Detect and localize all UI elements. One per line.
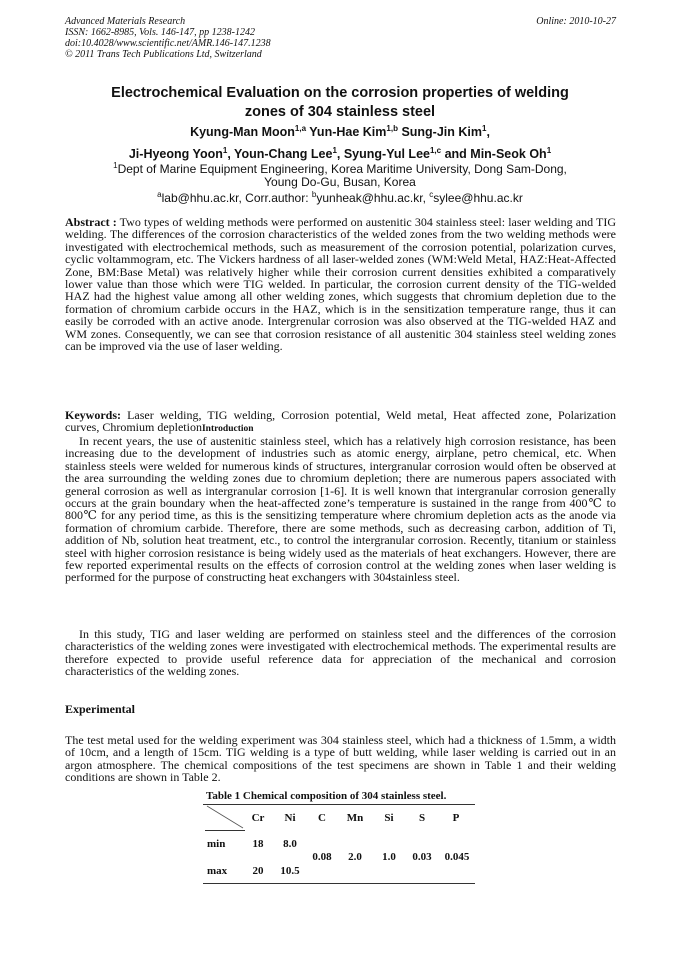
- col-mn: Mn: [346, 812, 364, 824]
- affiliation-sup: 1: [113, 161, 118, 170]
- author-name: Kyung-Man Moon: [190, 125, 295, 139]
- doi-line: doi:10.4028/www.scientific.net/AMR.146-147.1238: [65, 38, 271, 49]
- author-sup: 1: [332, 145, 337, 155]
- title-line-1: Electrochemical Evaluation on the corrosion properties of welding: [111, 85, 569, 101]
- email-c: sylee@hhu.ac.kr: [433, 191, 523, 205]
- author-name: Sung-Jin Kim: [401, 125, 482, 139]
- experimental-paragraph: The test metal used for the welding experiment was 304 stainless steel, which had a thickness of 1.5mm, a width of 10cm, and a length of 15cm. TIG welding is a type of butt welding, while laser welding is carried out in an argon atmosphere. The chemical compositions of the test specimens are shown in Table 1 and their welding conditions are shown in Table 2.: [65, 733, 616, 785]
- author-name: Ji-Hyeong Yoon: [128, 147, 223, 161]
- email-line: [50, 192, 630, 205]
- email-b: yunheak@hhu.ac.kr,: [316, 191, 430, 205]
- cell-c: 0.08: [312, 851, 332, 863]
- row-label-min: min: [207, 838, 226, 850]
- cell-si: 1.0: [382, 851, 396, 863]
- cell-s: 0.03: [412, 851, 432, 863]
- keywords-text: Laser welding, TIG welding, Corrosion potential, Weld metal, Heat affected zone, Polarization curves, Chromium depletion: [65, 408, 616, 435]
- cell-max-cr: 20: [252, 865, 264, 877]
- col-s: S: [418, 812, 426, 824]
- email-sup-c: c: [429, 190, 434, 199]
- online-date: Online: 2010-10-27: [536, 16, 616, 27]
- title-line-2: zones of 304 stainless steel: [244, 104, 436, 120]
- journal-name: Advanced Materials Research: [65, 16, 186, 27]
- author-sup: 1: [482, 123, 487, 133]
- email-sup-a: a: [157, 190, 162, 199]
- col-p: P: [452, 812, 460, 824]
- cell-p: 0.045: [444, 851, 470, 863]
- author-name: Syung-Yul Lee: [343, 147, 430, 161]
- affiliation: [50, 163, 630, 205]
- copyright-line: © 2011 Trans Tech Publications Ltd, Switzerland: [65, 49, 262, 60]
- col-si: Si: [384, 812, 394, 824]
- email-a: lab@hhu.ac.kr, Corr.author:: [161, 191, 312, 205]
- cell-min-ni: 8.0: [283, 838, 297, 850]
- author-sup: 1,c: [429, 145, 442, 155]
- col-ni: Ni: [284, 812, 296, 824]
- authors-line-2: Ji-Hyeong Yoon$^1$, Youn-Chang Lee$^1$, Syung-Yul Lee$^{1,c}$ and Min-Seok Oh$^1$: [128, 145, 552, 161]
- journal-header: [65, 16, 271, 60]
- paper-title: [60, 84, 620, 122]
- author-name: Yun-Hae Kim: [309, 125, 387, 139]
- cell-max-ni: 10.5: [280, 865, 300, 877]
- keywords-label: Keywords:: [65, 408, 121, 422]
- email-sup-b: b: [311, 190, 317, 199]
- author-sup: 1,a: [294, 123, 307, 133]
- author-sup: 1: [546, 145, 552, 155]
- col-c: C: [318, 812, 326, 824]
- keywords: [65, 409, 616, 436]
- issn-line: ISSN: 1662-8985, Vols. 146-147, pp 1238-1242: [65, 27, 255, 38]
- author-name: Youn-Chang Lee: [234, 147, 333, 161]
- cell-mn: 2.0: [348, 851, 362, 863]
- composition-table: [203, 812, 475, 892]
- abstract-text: Two types of welding methods were performed on austenitic 304 stainless steel: laser welding and TIG welding. The differences of the corrosion characteristics of the welded zones from the two welding methods were investigated with electrochemical methods, such as measurement of the corrosion potential, polarization curves, cyclic voltammogram, etc. The Vickers hardness of all laser-welded zones (WM:Weld Metal, HAZ:Heat-Affected Zone, BM:Base Metal) was relatively higher while their corrosion current densities exhibited a comparatively lower value than those which were TIG welded. In particular, the corrosion current density of the TIG-welded HAZ had the highest value among all other welding zones, which suggests that chromium depletion due to the formation of chromium carbide occurs in the HAZ, which is in the sensitization temperature range, thus it can easily be corroded with an active anode. Intergrenular corrosion was also observed at the TIG-welded HAZ and WM zones. Consequently, we can see that corrosion resistance of all austenitic 304 stainless steel welding zones can be improved via the use of laser welding.: [65, 215, 616, 354]
- affiliation-line-2: Young Do-Gu, Busan, Korea: [264, 175, 416, 189]
- intro-paragraph-1: In recent years, the use of austenitic stainless steel, which has a relatively high corrosion resistance, has been increasing due to the development of industries such as atomic energy, airplane, petro chemical, etc. When stainless steels were welded for numerous kinds of structures, intergranular corrosion would often be observed at the area surrounding the welding zones due to chromium depletion; there are numerous papers associated with general corrosion as well as intergranular corrosion [1-6]. It is well known that intergranular corrosion generally occurs at the grain boundary when the heat-affected zone’s temperature is sustained in the range from 400℃ to 800℃ for any period time, as this is the sensitizing temperature where chromium depletion acts as the anode via formation of chromium carbide. Therefore, there are some methods, such as decreasing carbon, addition of Ti, addition of Nb, solution heat treatment, etc., to control the intergranular corrosion. Recently, titanium or stainless steel with higher corrosion resistance is being widely used as the materials of heat exchangers. However, there are few reported experimental results on the effects of corrosion control at the welding zones when laser welding is performed for the purpose of constructing heat exchangers with 304stainless steel.: [65, 434, 616, 585]
- abstract-label: Abstract :: [65, 215, 117, 229]
- row-label-max: max: [207, 865, 228, 877]
- introduction-heading: Introduction: [201, 424, 254, 435]
- abstract: [65, 216, 616, 352]
- cell-min-cr: 18: [252, 838, 264, 850]
- table-bottom-rule: [203, 883, 475, 884]
- author-name: and Min-Seok Oh: [444, 147, 547, 161]
- intro-paragraph-2: In this study, TIG and laser welding are performed on stainless steel and the differences of the corrosion characteristics of the welding zones were investigated with electrochemical methods. The experimental results are therefore expected to provide useful reference data for appreciation of the mechanical and corrosion characteristics of the welding zones.: [65, 627, 616, 679]
- col-cr: Cr: [251, 812, 265, 824]
- table-caption: Table 1 Chemical composition of 304 stainless steel.: [206, 790, 447, 802]
- authors-line-1: Kyung-Man Moon$^{1,a}$ Yun-Hae Kim$^{1,b}$ Sung-Jin Kim$^1$,: [190, 123, 490, 139]
- affiliation-text: Dept of Marine Equipment Engineering, Korea Maritime University, Dong Sam-Dong,: [117, 162, 567, 176]
- experimental-heading: Experimental: [65, 702, 135, 716]
- author-sup: 1: [222, 145, 228, 155]
- author-sup: 1,b: [386, 123, 398, 133]
